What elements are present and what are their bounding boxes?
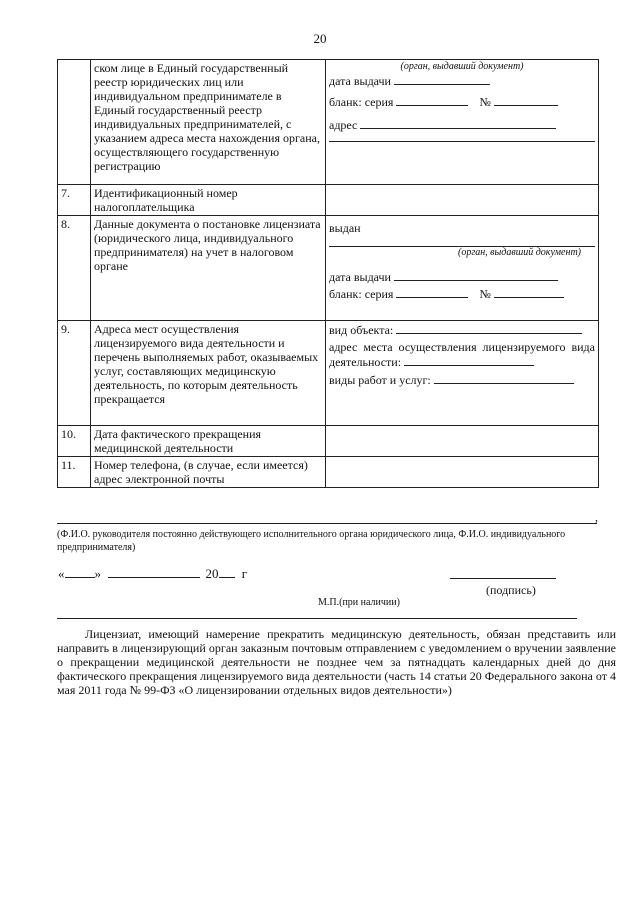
table-row [58, 321, 599, 426]
issue-date-field[interactable] [394, 269, 558, 281]
row-number [58, 60, 91, 185]
year-field[interactable] [219, 566, 235, 578]
address-field-continued[interactable] [329, 140, 595, 142]
object-type-label: вид объекта: [329, 323, 394, 337]
row-description-text: Данные документа о постановке лицензиата (юридического лица, индивидуального предпринимателя) на учет в налоговом органе [94, 217, 321, 273]
year-prefix: 20 [205, 566, 219, 581]
license-termination-form-table [57, 59, 599, 488]
address-label: адрес [329, 118, 358, 132]
issue-date-label: дата выдачи [329, 270, 391, 284]
works-services-field[interactable] [434, 372, 574, 384]
signing-date [58, 566, 247, 582]
stamp-caption: М.П.(при наличии) [318, 597, 400, 608]
issue-date-row [329, 73, 595, 90]
row-description [91, 60, 326, 185]
row-value-cell [326, 216, 599, 321]
table-row [58, 457, 599, 488]
row-description-text: Дата фактического прекращения медицинской деятельности [94, 427, 262, 455]
day-field[interactable] [65, 566, 95, 578]
page-number: 20 [313, 31, 327, 46]
signature-line[interactable] [450, 578, 556, 579]
address-row [329, 117, 595, 134]
row-description [91, 216, 326, 321]
row-description-text: Адреса мест осуществления лицензируемого вида деятельности и перечень выполняемых работ, оказываемых услуг, составляющих медицинскую деятельность, по которым деятельность прекращается [94, 322, 319, 406]
separator-line [57, 618, 577, 619]
row-description-text: Номер телефона, (в случае, если имеется) адрес электронной почты [94, 458, 308, 486]
table-row [58, 426, 599, 457]
table-row [58, 185, 599, 216]
manager-name-caption: (Ф.И.О. руководителя постоянно действующего исполнительного органа юридического лица, Ф.И.О. индивидуального предпринимателя) [57, 529, 566, 553]
address-field[interactable] [360, 117, 556, 129]
row-description-text: Идентификационный номер налогоплательщика [94, 186, 238, 214]
month-field[interactable] [108, 566, 200, 578]
activity-place-field[interactable] [404, 354, 534, 366]
manager-name-line[interactable] [57, 523, 597, 524]
issue-date-label: дата выдачи [329, 74, 391, 88]
series-label: бланк: серия [329, 287, 394, 301]
issue-date-field[interactable] [394, 73, 490, 85]
row-description [91, 321, 326, 426]
issued-by-caption: (орган, выдавший документ) [457, 247, 581, 258]
issue-date-row [329, 269, 595, 286]
row-value-cell [326, 60, 599, 185]
termination-date-value-cell[interactable] [326, 426, 599, 457]
row-number: 9. [58, 321, 91, 426]
signature-caption: (подпись) [486, 583, 536, 597]
row-number: 10. [58, 426, 91, 457]
date-open-quote: « [58, 566, 65, 581]
object-type-row [329, 322, 595, 339]
number-field[interactable] [494, 286, 564, 298]
row-description [91, 426, 326, 457]
row-number: 8. [58, 216, 91, 321]
works-services-row [329, 372, 595, 389]
year-suffix: г [241, 566, 248, 581]
inn-value-cell[interactable] [326, 185, 599, 216]
contact-value-cell[interactable] [326, 457, 599, 488]
number-label: № [479, 287, 491, 301]
series-label: бланк: серия [329, 95, 394, 109]
issued-label: выдан [329, 221, 361, 235]
works-services-label: виды работ и услуг: [329, 373, 431, 387]
row-number: 7. [58, 185, 91, 216]
form-series-row [329, 94, 595, 111]
number-field[interactable] [494, 94, 558, 106]
row-number: 11. [58, 457, 91, 488]
date-close-quote: » [94, 566, 101, 581]
legal-note: Лицензиат, имеющий намерение прекратить медицинскую деятельность, обязан представить или направить в лицензирующий орган заказным почтовым отправлением с уведомлением о вручении заявление о прекращении медицинской деятельности не позднее чем за пятнадцать календарных дней до дня фактического прекращения лицензируемого вида деятельности (часть 14 статьи 20 Федерального закона от 4 мая 2011 года № 99-ФЗ «О лицензировании отдельных видов деятельности») [57, 627, 616, 697]
row-description [91, 185, 326, 216]
row-value-cell [326, 321, 599, 426]
table-row [58, 216, 599, 321]
row-description [91, 457, 326, 488]
activity-place-label-row [329, 340, 595, 369]
manager-name-comma: , [595, 510, 598, 524]
series-field[interactable] [396, 94, 468, 106]
series-field[interactable] [396, 286, 468, 298]
table-row [58, 60, 599, 185]
object-type-field[interactable] [396, 322, 582, 334]
form-series-row [329, 286, 595, 303]
row-description-text: ском лице в Единый государственный реестр юридических лиц или индивидуальном предпринимателе в Единый государственный реестр индивидуальных предпринимателей, с указанием адреса места нахождения органа, осуществляющего государственную регистрацию [94, 61, 320, 173]
issued-by-caption: (орган, выдавший документ) [400, 61, 524, 72]
activity-place-label: адрес места осуществления лицензируемого вида деятельности: [329, 340, 595, 369]
number-label: № [479, 95, 491, 109]
